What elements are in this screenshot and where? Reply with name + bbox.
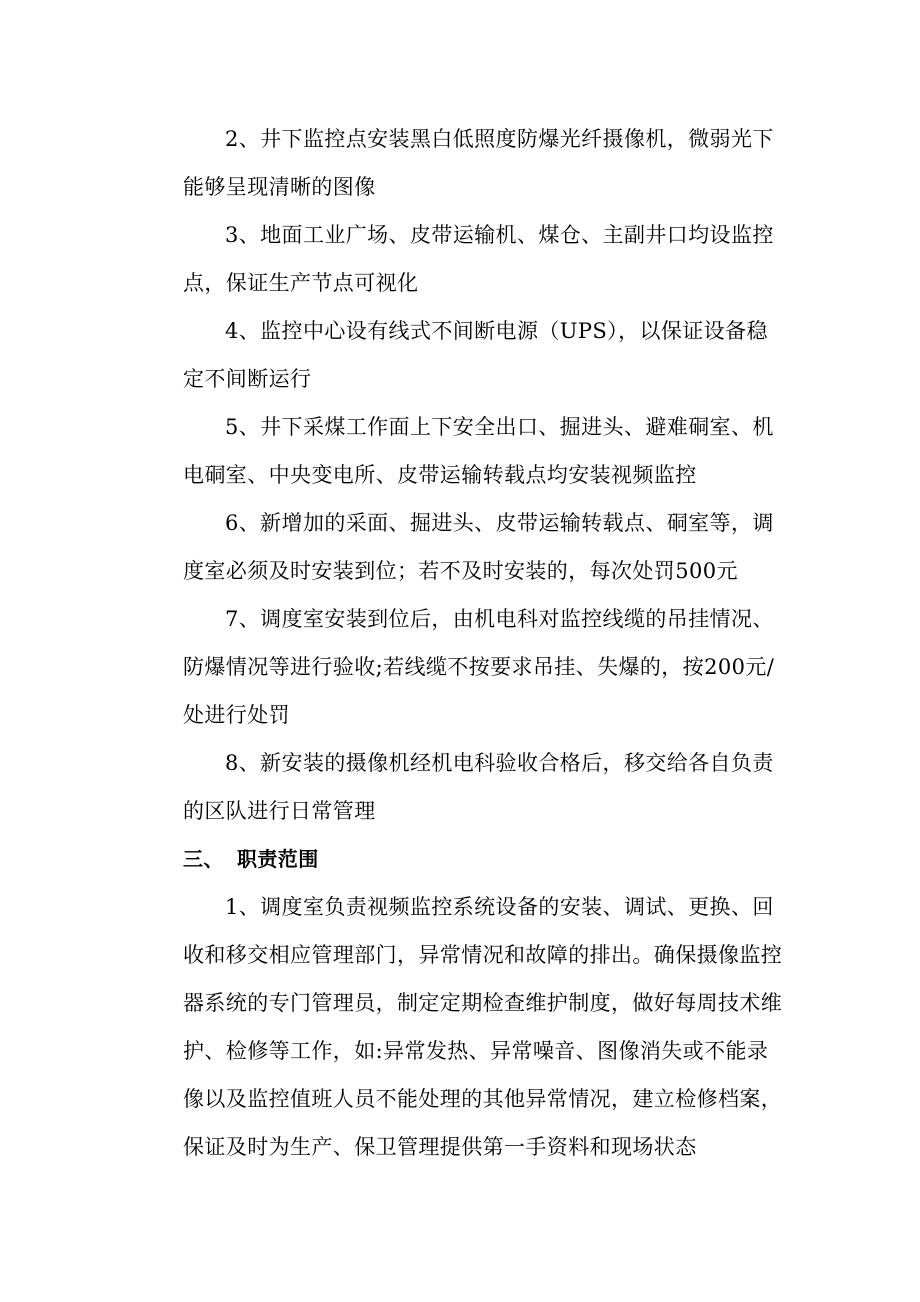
section-number: 三、 [183,847,224,871]
paragraph-item-2: 2、井下监控点安装黑白低照度防爆光纤摄像机，微弱光下能够呈现清晰的图像 [183,127,774,199]
paragraph-item-5: 5、井下采煤工作面上下安全出口、掘进头、避难硐室、机电硐室、中央变电所、皮带运输转载点均安装视频监控 [183,415,774,487]
section-title: 职责范围 [237,847,319,871]
paragraph-responsibility-1: 1、调度室负责视频监控系统设备的安装、调试、更换、回收和移交相应管理部门，异常情况和故障的排出。确保摄像监控器系统的专门管理员，制定定期检查维护制度，做好每周技术维护、检修等工作，如:异常发热、异常噪音、图像消失或不能录像以及监控值班人员不能处理的其他异常情况，建立检修档案，保证及时为生产、保卫管理提供第一手资料和现场状态 [183,895,783,1159]
paragraph-item-6: 6、新增加的采面、掘进头、皮带运输转载点、硐室等，调度室必须及时安装到位；若不及时安装的，每次处罚500元 [183,511,774,583]
paragraph-item-4: 4、监控中心设有线式不间断电源（UPS），以保证设备稳定不间断运行 [183,319,768,391]
paragraph-item-7: 7、调度室安装到位后，由机电科对监控线缆的吊挂情况、防爆情况等进行验收;若线缆不按要求吊挂、失爆的，按200元/处进行处罚 [183,607,775,727]
paragraph-item-8: 8、新安装的摄像机经机电科验收合格后，移交给各自负责的区队进行日常管理 [183,751,774,823]
document-body [183,115,783,1171]
section-heading [183,835,783,883]
paragraph-item-3: 3、地面工业广场、皮带运输机、煤仓、主副井口均设监控点，保证生产节点可视化 [183,223,774,295]
